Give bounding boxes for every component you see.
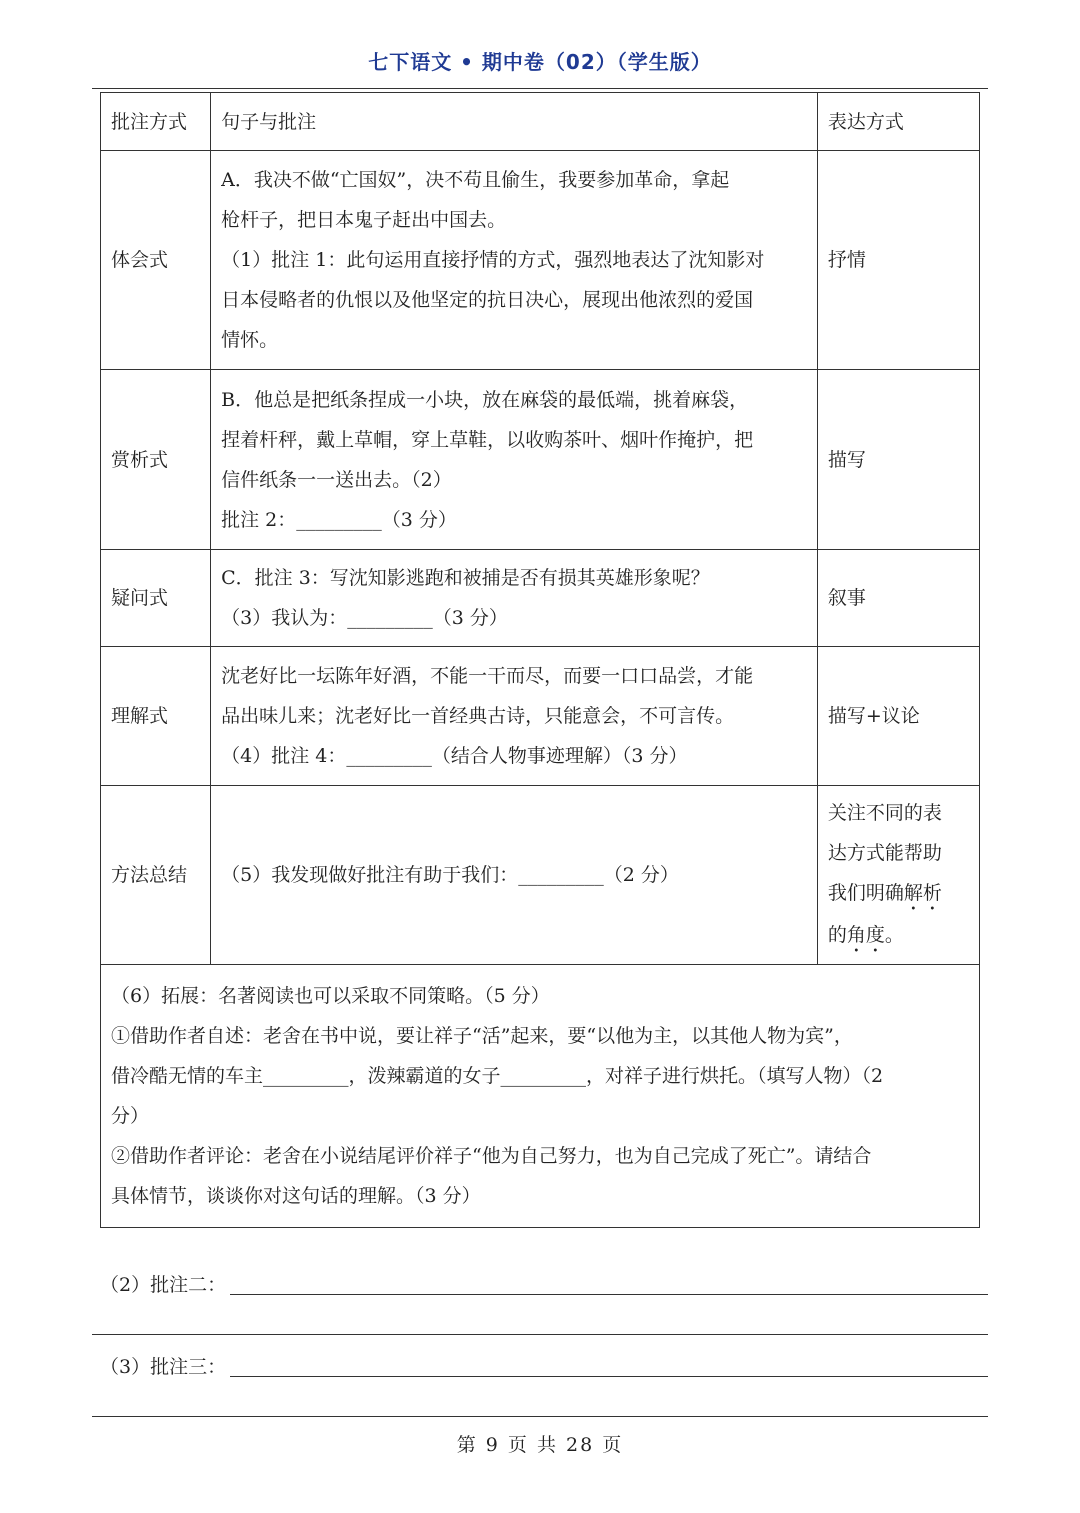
page-header-title: 七下语文 • 期中卷（02）（学生版）	[368, 50, 712, 74]
answer-underline-2b[interactable]	[92, 1334, 988, 1335]
header-cell-expression: 表达方式	[817, 93, 979, 151]
row-expression-label: 描写+议论	[817, 647, 979, 786]
note-line	[828, 915, 969, 957]
note-line: 关注不同的表	[827, 802, 942, 824]
row-sentence-cell	[211, 647, 818, 786]
row-expression-note	[817, 786, 979, 965]
table-row	[101, 151, 980, 370]
annotation-table	[100, 92, 980, 1228]
answer-underline-2[interactable]	[230, 1294, 988, 1295]
table-header-row	[101, 93, 980, 151]
answer-label-2: （2）批注二：	[100, 1274, 227, 1296]
extension-line: ②借助作者评论：老舍在小说结尾评价祥子“他为自己努力，也为自己完成了死亡”。请结合	[111, 1145, 872, 1167]
row-method-label: 疑问式	[101, 550, 211, 647]
row-sentence-cell	[211, 786, 818, 965]
row-sentence-cell	[211, 151, 818, 370]
answer-underline-3[interactable]	[230, 1376, 988, 1377]
extension-line: （6）拓展：名著阅读也可以采取不同策略。（5 分）	[111, 985, 550, 1007]
extension-row	[101, 965, 980, 1228]
answer-underline-3b[interactable]	[92, 1416, 988, 1417]
note-line	[828, 873, 969, 915]
emphasis-text: 解析	[903, 882, 942, 904]
extension-line: 具体情节，谈谈你对这句话的理解。（3 分）	[111, 1185, 481, 1207]
annotation-blank-line[interactable]: （4）批注 4：_________（结合人物事迹理解）（3 分）	[221, 745, 688, 767]
table-row	[101, 647, 980, 786]
extension-line: ①借助作者自述：老舍在书中说，要让祥子“活”起来，要“以他为主，以其他人物为宾”，	[111, 1025, 853, 1047]
header-divider	[92, 88, 988, 89]
note-text: 我们明确	[827, 882, 904, 904]
question-line: C．批注 3：写沈知影逃跑和被捕是否有损其英雄形象呢？	[221, 567, 710, 589]
answer-blank-line[interactable]: （3）我认为：_________（3 分）	[221, 607, 508, 629]
annotation-line: （1）批注 1：此句运用直接抒情的方式，强烈地表达了沈知影对	[221, 249, 765, 271]
note-text: 的	[827, 924, 847, 946]
annotation-line: 日本侵略者的仇恨以及他坚定的抗日决心，展现出他浓烈的爱国	[221, 289, 754, 311]
row-expression-label: 描写	[817, 370, 979, 550]
sentence-line: B．他总是把纸条捏成一小块，放在麻袋的最低端，挑着麻袋，	[221, 388, 749, 411]
sentence-line: A．我决不做“亡国奴”，决不苟且偷生，我要参加革命，拿起	[221, 169, 730, 191]
page-number: 第 9 页 共 28 页	[456, 1434, 624, 1456]
sentence-line: 枪杆子，把日本鬼子赶出中国去。	[221, 209, 507, 231]
extension-cell	[101, 965, 980, 1228]
note-line: 达方式能帮助	[827, 842, 942, 864]
annotation-blank-line[interactable]: 批注 2：_________（3 分）	[221, 508, 457, 531]
table-row	[101, 550, 980, 647]
sentence-line: 捏着杆秤，戴上草帽，穿上草鞋，以收购茶叶、烟叶作掩护，把	[221, 428, 754, 451]
row-method-label: 赏析式	[101, 370, 211, 550]
extension-blank-line[interactable]: 借冷酷无情的车主_________，泼辣霸道的女子_________，对祥子进行烘托。（填写人物）（2	[111, 1065, 884, 1087]
row-expression-label: 叙事	[817, 550, 979, 647]
header-cell-sentence: 句子与批注	[211, 93, 818, 151]
row-method-label: 方法总结	[101, 786, 211, 965]
sentence-line: 品出味儿来；沈老好比一首经典古诗，只能意会，不可言传。	[221, 705, 735, 727]
sentence-line: 信件纸条一一送出去。（2）	[221, 468, 452, 491]
answer-label-3: （3）批注三：	[100, 1356, 227, 1378]
row-expression-label: 抒情	[817, 151, 979, 370]
row-sentence-cell	[211, 370, 818, 550]
summary-blank-line[interactable]: （5）我发现做好批注有助于我们：_________（2 分）	[221, 864, 679, 886]
row-sentence-cell	[211, 550, 818, 647]
row-method-label: 理解式	[101, 647, 211, 786]
table-row	[101, 370, 980, 550]
table-row	[101, 786, 980, 965]
emphasis-text: 角度	[846, 924, 885, 946]
note-text: 。	[884, 924, 904, 946]
annotation-line: 情怀。	[221, 329, 279, 351]
sentence-line: 沈老好比一坛陈年好酒，不能一干而尽，而要一口口品尝，才能	[221, 665, 754, 687]
extension-line: 分）	[111, 1105, 150, 1127]
header-cell-method: 批注方式	[101, 93, 211, 151]
row-method-label: 体会式	[101, 151, 211, 370]
